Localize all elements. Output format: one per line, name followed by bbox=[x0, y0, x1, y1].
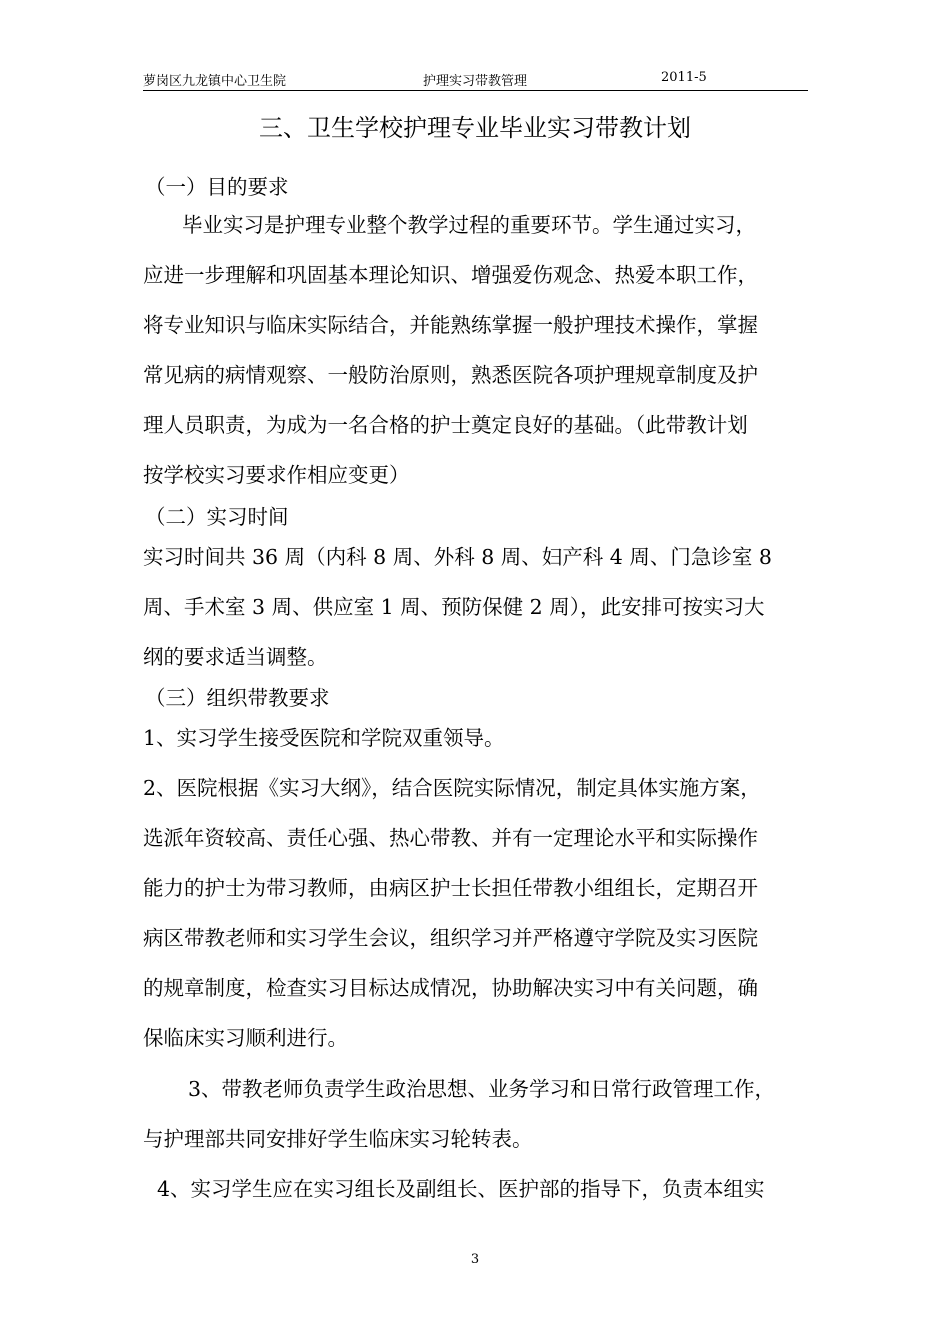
list-item-4-line: 4、实习学生应在实习组长及副组长、医护部的指导下，负责本组实 bbox=[157, 1177, 765, 1201]
list-item-2-line: 病区带教老师和实习学生会议，组织学习并严格遵守学院及实习医院 bbox=[143, 926, 758, 950]
section-heading-internship-time: （二）实习时间 bbox=[145, 505, 289, 529]
paragraph-line: 周、手术室 3 周、供应室 1 周、预防保健 2 周），此安排可按实习大 bbox=[143, 595, 765, 619]
list-item-3-line: 与护理部共同安排好学生临床实习轮转表。 bbox=[143, 1127, 533, 1151]
list-item-2-line: 的规章制度，检查实习目标达成情况，协助解决实习中有关问题，确 bbox=[143, 976, 758, 1000]
paragraph-line: 按学校实习要求作相应变更） bbox=[143, 463, 410, 487]
paragraph-line: 常见病的病情观察、一般防治原则，熟悉医院各项护理规章制度及护 bbox=[143, 363, 758, 387]
header-date: 2011-5 bbox=[661, 70, 707, 85]
paragraph-line: 纲的要求适当调整。 bbox=[143, 645, 328, 669]
paragraph-line: 实习时间共 36 周（内科 8 周、外科 8 周、妇产科 4 周、门急诊室 8 bbox=[143, 545, 772, 569]
section-heading-purpose: （一）目的要求 bbox=[145, 175, 289, 199]
header-document-title: 护理实习带教管理 bbox=[423, 74, 528, 89]
list-item-2-line: 能力的护士为带习教师，由病区护士长担任带教小组组长，定期召开 bbox=[143, 876, 758, 900]
page-number: 3 bbox=[470, 1252, 480, 1267]
document-title: 三、卫生学校护理专业毕业实习带教计划 bbox=[259, 114, 691, 142]
list-item-2-line: 保临床实习顺利进行。 bbox=[143, 1026, 348, 1050]
paragraph-line: 毕业实习是护理专业整个教学过程的重要环节。学生通过实习， bbox=[182, 213, 756, 237]
list-item-2-line: 2、医院根据《实习大纲》，结合医院实际情况，制定具体实施方案， bbox=[143, 776, 761, 800]
list-item-3-line: 3、带教老师负责学生政治思想、业务学习和日常行政管理工作， bbox=[188, 1077, 776, 1101]
header-organization: 萝岗区九龙镇中心卫生院 bbox=[143, 74, 287, 89]
list-item-1: 1、实习学生接受医院和学院双重领导。 bbox=[143, 726, 505, 750]
page-header bbox=[143, 68, 808, 91]
list-item-2-line: 选派年资较高、责任心强、热心带教、并有一定理论水平和实际操作 bbox=[143, 826, 758, 850]
paragraph-line: 理人员职责，为成为一名合格的护士奠定良好的基础。（此带教计划 bbox=[143, 413, 748, 437]
paragraph-line: 将专业知识与临床实际结合，并能熟练掌握一般护理技术操作，掌握 bbox=[143, 313, 758, 337]
paragraph-line: 应进一步理解和巩固基本理论知识、增强爱伤观念、热爱本职工作， bbox=[143, 263, 758, 287]
section-heading-organization: （三）组织带教要求 bbox=[145, 686, 330, 710]
